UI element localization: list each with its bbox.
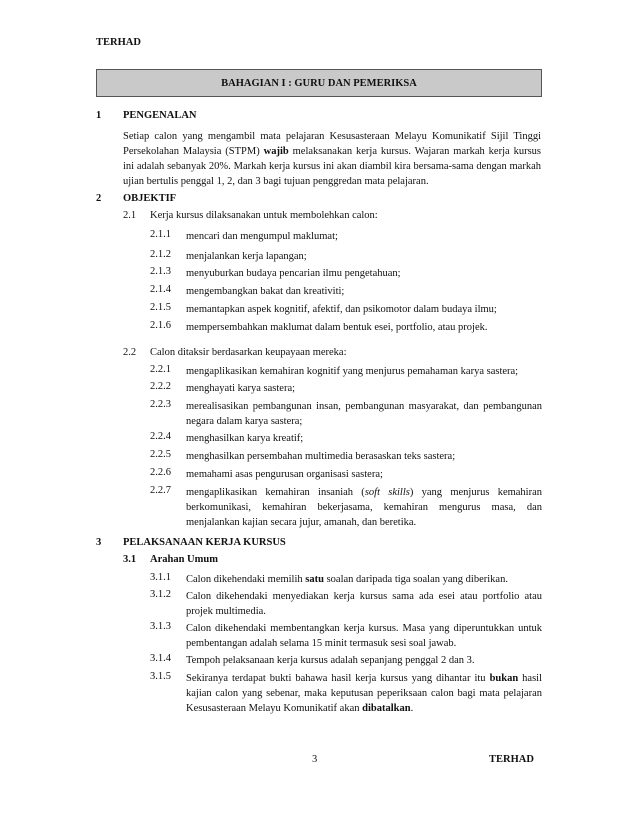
list-item bbox=[150, 320, 542, 335]
item-text: mengaplikasikan kemahiran kognitif yang menjurus pemahaman karya sastera; bbox=[186, 366, 519, 377]
item-text-b: hasil kajian calon yang sebenar, maka keputusan peperiksaan calon bagi mata pelajaran Kesusasteraan Melayu Komunikatif akan bbox=[186, 673, 543, 714]
item-text bbox=[186, 572, 542, 587]
s1-text-a: Setiap calon yang mengambil mata pelajaran Kesusasteraan Melayu Komunikatif Sijil Tinggi Persekolahan Malaysia (STPM) bbox=[123, 131, 541, 157]
item-number: 2.2.6 bbox=[150, 467, 171, 478]
item-number: 2.2.2 bbox=[150, 381, 171, 392]
item-text: memahami asas pengurusan organisasi sastera; bbox=[186, 469, 383, 480]
item-text: mempersembahkan maklumat dalam bentuk esei, portfolio, atau projek. bbox=[186, 322, 488, 333]
list-item bbox=[150, 671, 542, 716]
item-text: Calon dikehendaki membentangkan kerja kursus. Masa yang diperuntukkan untuk pembentangan adalah selama 15 minit termasuk sesi soal jawab. bbox=[186, 623, 542, 649]
section-1-number: 1 bbox=[96, 110, 102, 121]
item-number: 2.2.1 bbox=[150, 364, 171, 375]
header-classification: TERHAD bbox=[96, 37, 141, 48]
item-text: Tempoh pelaksanaan kerja kursus adalah sepanjang penggal 2 dan 3. bbox=[186, 655, 475, 666]
item-text: merealisasikan pembangunan insan, pembangunan masyarakat, dan pembangunan negara dalam karya sastera; bbox=[186, 401, 542, 427]
section-1-paragraph bbox=[123, 129, 541, 189]
item-number: 3.1.3 bbox=[150, 621, 171, 632]
item-text-a: Calon dikehendaki memilih bbox=[186, 574, 306, 585]
item-number: 2.2.3 bbox=[150, 399, 171, 410]
item-text-bold: dibatalkan bbox=[362, 703, 411, 714]
list-item bbox=[150, 449, 542, 464]
list-item bbox=[150, 229, 542, 244]
section-2-title: OBJEKTIF bbox=[123, 193, 177, 204]
item-text bbox=[186, 485, 542, 530]
section-2-number: 2 bbox=[96, 193, 102, 204]
subsection-2-1-text: Kerja kursus dilaksanakan untuk membolehkan calon: bbox=[150, 210, 378, 221]
list-item bbox=[150, 399, 542, 429]
page-number: 3 bbox=[312, 754, 318, 765]
s1-text-bold: wajib bbox=[263, 146, 289, 157]
item-text: menghasilkan persembahan multimedia berasaskan teks sastera; bbox=[186, 451, 456, 462]
list-item bbox=[150, 431, 542, 446]
item-text: Calon dikehendaki menyediakan kerja kursus sama ada esei atau portfolio atau projek multimedia. bbox=[186, 591, 542, 617]
item-text-b: ) yang menjurus kemahiran berkomunikasi, kemahiran bekerjasama, kemahiran mengurus masa, dan menjalankan kajian secara jujur, amanah, dan beretika. bbox=[186, 487, 543, 528]
subsection-2-1-number: 2.1 bbox=[123, 210, 137, 221]
item-text: mengembangkan bakat dan kreativiti; bbox=[186, 286, 345, 297]
banner-title: BAHAGIAN I : GURU DAN PEMERIKSA bbox=[221, 77, 417, 89]
item-number: 2.1.1 bbox=[150, 229, 171, 240]
subsection-3-1-title: Arahan Umum bbox=[150, 554, 218, 565]
list-item bbox=[150, 284, 542, 299]
section-banner bbox=[96, 69, 542, 97]
subsection-2-2-number: 2.2 bbox=[123, 347, 137, 358]
item-number: 2.2.4 bbox=[150, 431, 171, 442]
list-item bbox=[150, 589, 542, 619]
item-number: 2.1.4 bbox=[150, 284, 171, 295]
section-3-title: PELAKSANAAN KERJA KURSUS bbox=[123, 537, 286, 548]
item-text-italic: soft skills bbox=[364, 487, 410, 498]
item-number: 2.1.3 bbox=[150, 266, 171, 277]
item-text: menyuburkan budaya pencarian ilmu pengetahuan; bbox=[186, 268, 401, 279]
list-item bbox=[150, 467, 542, 482]
list-item bbox=[150, 572, 542, 587]
item-text: menghayati karya sastera; bbox=[186, 383, 296, 394]
item-number: 2.2.7 bbox=[150, 485, 171, 496]
item-number: 3.1.5 bbox=[150, 671, 171, 682]
s1-text-b: melaksanakan kerja kursus. Wajaran markah kerja kursus ini adalah sebanyak 20%. Markah kerja kursus ini akan diambil kira bersama-sama dengan markah ujian bertulis penggal 1, 2, dan 3 bagi tujuan penggredan mata pelajaran. bbox=[123, 146, 541, 187]
item-text-a: Sekiranya terdapat bukti bahawa hasil kerja kursus yang dihantar itu bbox=[186, 673, 490, 684]
list-item bbox=[150, 381, 542, 396]
item-number: 3.1.2 bbox=[150, 589, 171, 600]
item-text: mencari dan mengumpul maklumat; bbox=[186, 231, 338, 242]
item-text-b: soalan daripada tiga soalan yang diberikan. bbox=[323, 574, 508, 585]
item-number: 3.1.1 bbox=[150, 572, 171, 583]
list-item bbox=[150, 249, 542, 264]
list-item bbox=[150, 621, 542, 651]
list-item bbox=[150, 302, 542, 317]
item-text-c: . bbox=[410, 703, 414, 714]
list-item bbox=[150, 485, 542, 530]
section-1-title: PENGENALAN bbox=[123, 110, 197, 121]
item-text: menghasilkan karya kreatif; bbox=[186, 433, 304, 444]
item-number: 2.1.5 bbox=[150, 302, 171, 313]
item-number: 3.1.4 bbox=[150, 653, 171, 664]
list-item bbox=[150, 266, 542, 281]
item-number: 2.1.2 bbox=[150, 249, 171, 260]
item-number: 2.1.6 bbox=[150, 320, 171, 331]
subsection-3-1-number: 3.1 bbox=[123, 554, 137, 565]
list-item bbox=[150, 364, 542, 379]
item-text bbox=[186, 671, 542, 716]
item-text-a: mengaplikasikan kemahiran insaniah ( bbox=[186, 487, 365, 498]
subsection-2-2-text: Calon ditaksir berdasarkan keupayaan mereka: bbox=[150, 347, 347, 358]
item-text: menjalankan kerja lapangan; bbox=[186, 251, 307, 262]
section-3-number: 3 bbox=[96, 537, 102, 548]
footer-classification: TERHAD bbox=[489, 754, 534, 765]
item-text-bold: satu bbox=[305, 574, 324, 585]
list-item bbox=[150, 653, 542, 668]
item-text-bold: bukan bbox=[489, 673, 519, 684]
item-number: 2.2.5 bbox=[150, 449, 171, 460]
item-text: memantapkan aspek kognitif, afektif, dan psikomotor dalam budaya ilmu; bbox=[186, 304, 497, 315]
